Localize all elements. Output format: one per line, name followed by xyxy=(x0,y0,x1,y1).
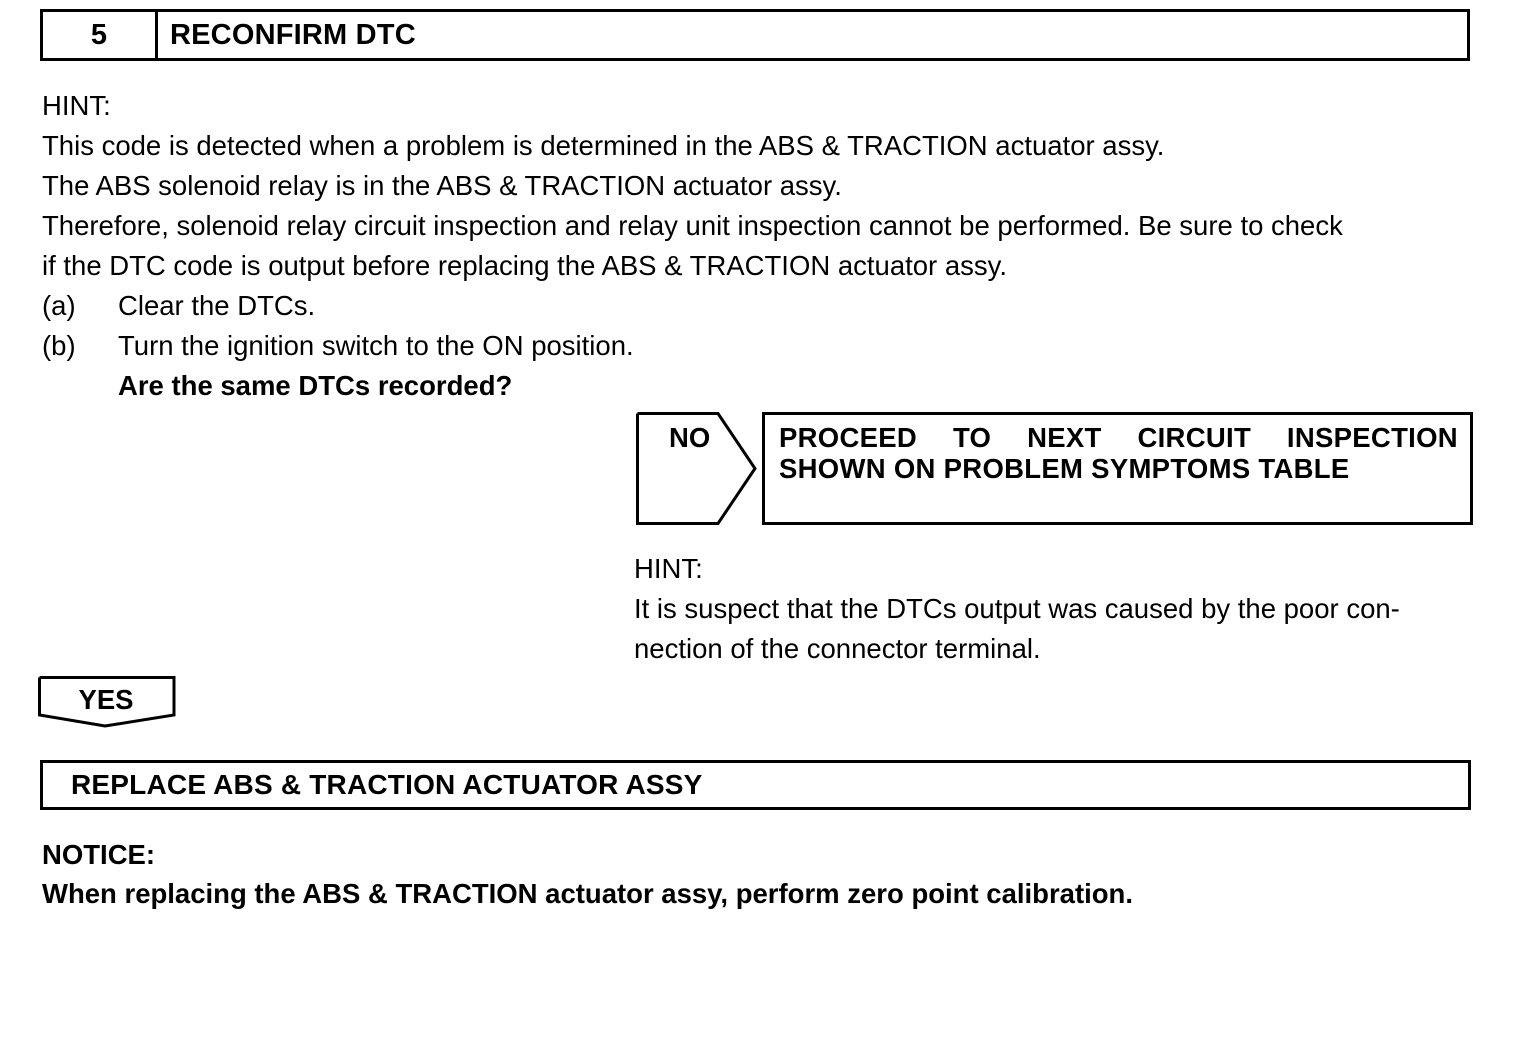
procedure-item-label: (b) xyxy=(42,330,76,361)
no-action-word: NEXT xyxy=(1027,422,1102,453)
procedure-item-text: Clear the DTCs. xyxy=(118,290,316,321)
yes-branch-tab xyxy=(38,676,176,728)
no-action-line2: SHOWN ON PROBLEM SYMPTOMS TABLE xyxy=(779,453,1350,484)
no-action-word: TO xyxy=(952,422,992,453)
no-action-word: PROCEED xyxy=(779,422,918,453)
no-action-word: INSPECTION xyxy=(1286,422,1458,453)
yes-label: YES xyxy=(78,684,134,715)
question: Are the same DTCs recorded? xyxy=(118,370,513,401)
hint-line: Therefore, solenoid relay circuit inspection and relay unit inspection cannot be performed. Be sure to check xyxy=(42,210,1343,241)
no-branch-action xyxy=(762,412,1473,525)
step-header xyxy=(40,9,1470,61)
no-action-line1 xyxy=(779,422,1458,453)
step-title: RECONFIRM DTC xyxy=(170,18,416,51)
hint-label: HINT: xyxy=(42,90,111,121)
procedure-item-label: (a) xyxy=(42,290,76,321)
no-label: NO xyxy=(669,422,711,453)
yes-branch-action: REPLACE ABS & TRACTION ACTUATOR ASSY xyxy=(40,760,1471,810)
hint2-label: HINT: xyxy=(634,553,703,584)
step-number: 5 xyxy=(43,12,158,58)
hint-line: The ABS solenoid relay is in the ABS & TRACTION actuator assy. xyxy=(42,170,842,201)
notice-text: When replacing the ABS & TRACTION actuator assy, perform zero point calibration. xyxy=(42,878,1133,909)
procedure-item-text: Turn the ignition switch to the ON position. xyxy=(118,330,634,361)
notice-label: NOTICE: xyxy=(42,839,156,870)
hint2-line: nection of the connector terminal. xyxy=(634,633,1041,664)
hint-line: This code is detected when a problem is determined in the ABS & TRACTION actuator assy. xyxy=(42,130,1165,161)
no-action-word: CIRCUIT xyxy=(1137,422,1252,453)
no-branch-arrow xyxy=(636,412,758,525)
hint-line: if the DTC code is output before replacing the ABS & TRACTION actuator assy. xyxy=(42,250,1007,281)
hint2-line: It is suspect that the DTCs output was caused by the poor con- xyxy=(634,593,1400,624)
